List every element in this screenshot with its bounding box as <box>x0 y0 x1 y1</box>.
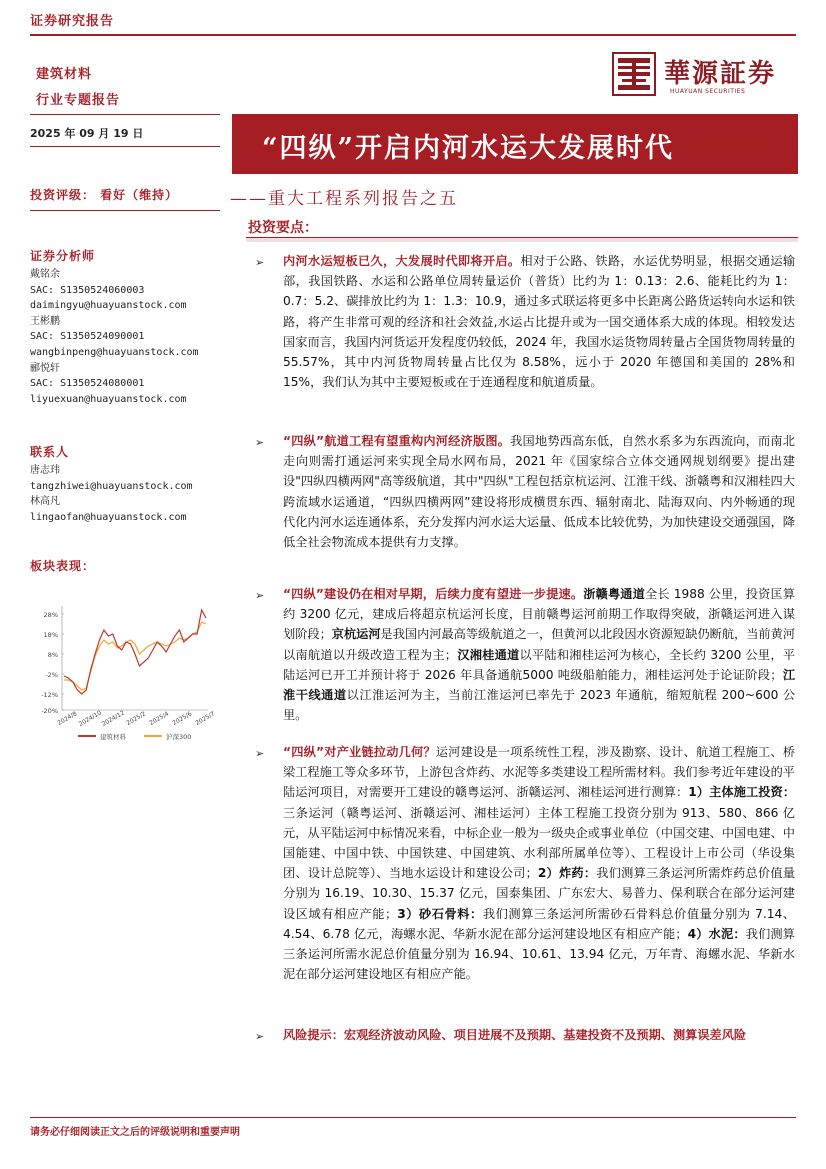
bullet-seg: 浙赣粤通道 <box>583 587 645 601</box>
footer-divider <box>30 1117 796 1118</box>
report-title: “四纵”开启内河水运大发展时代 <box>262 133 675 164</box>
logo-name-en: HUAYUAN SECURITIES <box>670 88 746 95</box>
bullet-lead: 内河水运短板已久，大发展时代即将开启。 <box>283 254 521 268</box>
y-tick-label: -20% <box>41 707 58 715</box>
analyst-email[interactable]: daimingyu@huayuanstock.com <box>30 300 187 312</box>
bullet-seg: 全长 1988 公里，投资匡算约 3200 亿元，建成后将超京杭运河长度，目前赣粤运河前期工作取得突破，浙赣运河进入谋划阶段； <box>283 587 796 642</box>
bullet-seg: 以江淮运河为主，当前江淮运河已率先于 2023 年通航，缩短航程 200~600 公里。 <box>283 688 796 723</box>
analyst-name: 戴铭余 <box>30 269 60 280</box>
performance-chart-svg <box>30 580 222 746</box>
investment-rating: 投资评级： 看好（维持） <box>30 188 179 202</box>
analyst-sac: SAC: S1350524090001 <box>30 331 145 343</box>
bullet-item <box>283 1025 795 1045</box>
y-tick-label: -2% <box>45 671 58 679</box>
industry-name: 建筑材料 <box>36 67 93 82</box>
bullet-seg: 京杭运河 <box>331 627 381 642</box>
contacts-heading: 联系人 <box>30 445 70 459</box>
contact-email[interactable]: lingaofan@huayuanstock.com <box>30 511 187 523</box>
x-tick-label: 2025/2 <box>125 710 148 728</box>
x-tick-label: 2024/10 <box>77 709 103 728</box>
bullet-seg: 我们测算三条运河所需水泥总价值量分别为 16.94、10.61、13.94 亿元，万年青、海螺水泥、华新水泥在部分运河建设地区有相应产能。 <box>283 926 795 982</box>
bullet-seg: 运河建设是一项系统性工程，涉及勘察、设计、航道工程施工、桥梁工程施工等众多环节，上游包含炸药、水泥等多类建设工程所需材料。我们参考近年建设的平陆运河项目，对需要开工建设的赣粤运河、浙赣运河、湘桂运河进行测算： <box>283 745 796 800</box>
report-date: 2025 年 09 月 19 日 <box>30 127 144 140</box>
analyst-sac: SAC: S1350524080001 <box>30 378 145 390</box>
x-tick-label: 2024/8 <box>56 710 79 728</box>
y-tick-label: 8% <box>47 651 58 659</box>
side-divider <box>30 114 220 115</box>
contact-name: 唐志玮 <box>30 465 60 476</box>
analysts-list <box>30 267 199 407</box>
bullet-seg: 4）水泥： <box>687 926 746 941</box>
footer-disclaimer: 请务必仔细阅读正文之后的评级说明和重要声明 <box>30 1127 240 1138</box>
analyst-name: 郦悦轩 <box>30 362 60 374</box>
chart-heading: 板块表现： <box>30 559 96 573</box>
analyst-email[interactable]: liyuexuan@huayuanstock.com <box>30 393 187 405</box>
y-tick-label: 18% <box>43 631 58 639</box>
sector-performance-chart <box>30 580 222 746</box>
series-line-building-materials <box>64 610 206 694</box>
company-logo <box>612 52 798 100</box>
bullet-seg: 是我国内河最高等级航道之一，但黄河以北段因水资源短缺仍断航，当前黄河以南航道以升级改造工程为主； <box>283 627 796 662</box>
side-divider <box>30 146 220 147</box>
bullet-body: 相对于公路、铁路，水运优势明显，根据交通运输部，我国铁路、水运和公路单位周转量运价（普货）比约为 1：0.13：2.6、能耗比约为 1：0.7：5.2、碳排放比约为 1：1.3：10.9，通过多式联运将更多中长距离公路货运转向水运和铁路，将产生非常可观的经济和社会效益,水运占比提升或为一国交通体系大成的体现。相较发达国家而言，我国内河货运开发程度仍较低，2024 年，我国水运货物周转量占全国货物周转量的 55.57%，其中内河货物周转量占比仅为 8.58%，远小于 2020 年德国和美国的 28%和 15%，我们认为其中主要短板或在于连通程度和航道质量。 <box>283 254 796 390</box>
bullet-item <box>283 251 795 392</box>
x-tick-label: 2025/4 <box>148 710 171 728</box>
x-tick-label: 2024/12 <box>100 709 126 728</box>
analyst-email[interactable]: wangbinpeng@huayuanstock.com <box>30 346 199 358</box>
bullet-item <box>283 742 795 984</box>
bullet-seg: 汉湘桂通道 <box>457 647 520 662</box>
bullet-seg: 1）主体施工投资： <box>688 785 796 800</box>
x-tick-label: 2025/7 <box>194 710 217 728</box>
bullet-seg: 2）炸药： <box>537 866 597 881</box>
key-points-shade <box>246 238 798 242</box>
bullet-seg: 以平陆和湘桂运河为核心，全长约 3200 公里，平陆运河已开工并预计将于 2026 年具备通航5000 吨级船舶能力，湘桂运河处于论证阶段； <box>283 647 796 682</box>
bullet-item <box>283 431 795 552</box>
side-divider <box>30 210 220 211</box>
report-type: 证券研究报告 <box>30 14 115 29</box>
risk-warning: 风险提示：宏观经济波动风险、项目进展不及预期、基建投资不及预期、测算误差风险 <box>283 1028 747 1042</box>
series-line-hs300 <box>64 622 206 690</box>
x-tick-label: 2025/6 <box>171 710 194 728</box>
bullet-seg: 三条运河（赣粤运河、浙赣运河、湘桂运河）主体工程施工投资分别为 913、580、866 亿元，从平陆运河中标情况来看，中标企业一般为一级央企或事业单位（中国交建、中国电建、中国能建、中国中铁、中国铁建、中国建筑、水利部所属单位等）、工程设计上市公司（华设集团、设计总院等）、当地水运设计和建设公司； <box>283 805 795 881</box>
bullet-seg: 我们测算三条运河所需砂石骨料总价值量分别为 7.14、4.54、6.78 亿元，海螺水泥、华新水泥在部分运河建设地区有相应产能； <box>283 906 795 941</box>
bullet-body: 我国地势西高东低，自然水系多为东西流向，而南北走向则需打通运河来实现全局水网布局，2021 年《国家综合立体交通网规划纲要》提出建设"四纵四横两网"高等级航道，其中"四纵"工程包括京杭运河、江淮干线、浙赣粤和汉湘桂四大跨流域水运通道，“四纵四横两网”建设将形成横贯东西、辐射南北、陆海双向、内外畅通的现代化内河水运连通体系，充分发挥内河水运大运量、低成本比较优势，为加快建设交通强国，降低全社会物流成本提供有力支撑。 <box>283 434 795 550</box>
contact-email[interactable]: tangzhiwei@huayuanstock.com <box>30 480 193 492</box>
bullet-lead: “四纵”对产业链拉动几何？ <box>283 745 436 759</box>
bullet-lead: “四纵”建设仍在相对早期，后续力度有望进一步提速。 <box>283 587 584 601</box>
y-tick-label: 28% <box>43 611 58 619</box>
bullet-seg: 我们测算三条运河所需炸药总价值量分别为 16.19、10.30、15.37 亿元，国泰集团、广东宏大、易普力、保利联合在部分运河建设区域有相应产能； <box>283 866 796 921</box>
bullet-item <box>283 584 795 725</box>
y-tick-label: -12% <box>41 691 58 699</box>
analysts-heading: 证券分析师 <box>30 249 96 263</box>
contact-name: 林高凡 <box>30 496 60 508</box>
header-divider <box>30 34 796 36</box>
analyst-name: 王彬鹏 <box>30 315 60 327</box>
legend-label: 沪深300 <box>166 733 192 741</box>
contacts-list <box>30 463 193 525</box>
analyst-sac: SAC: S1350524060003 <box>30 284 145 296</box>
logo-name-cn: 華源証券 <box>664 59 777 89</box>
bullet-lead: “四纵”航道工程有望重构内河经济版图。 <box>283 434 511 448</box>
report-subtitle: ——重大工程系列报告之五 <box>230 189 458 209</box>
legend-label: 建筑材料 <box>100 733 126 741</box>
bullet-seg: 江淮干线通道 <box>283 667 796 703</box>
report-category: 行业专题报告 <box>36 93 121 108</box>
title-banner <box>232 114 798 174</box>
key-points-label: 投资要点： <box>248 220 318 236</box>
logo-mark-icon <box>612 52 656 96</box>
bullet-seg: 3）砂石骨料： <box>397 906 483 921</box>
